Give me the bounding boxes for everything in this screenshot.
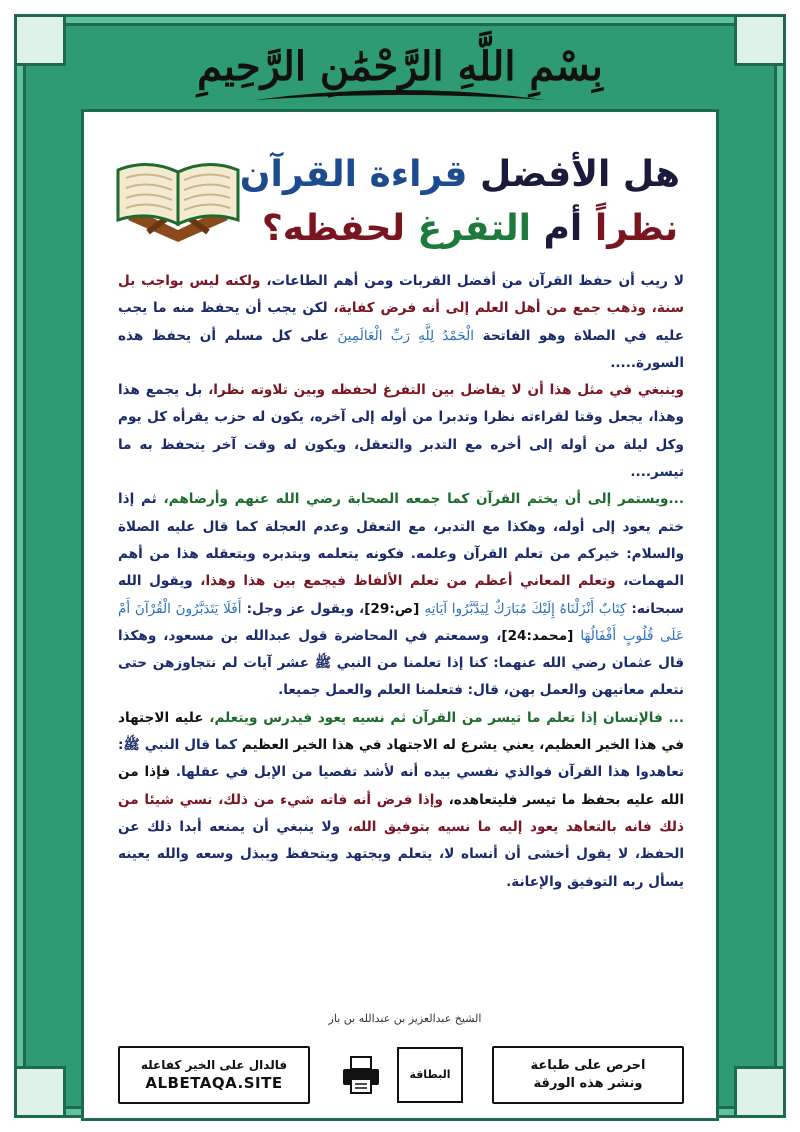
logo-text: البطاقة	[409, 1068, 451, 1081]
paragraph-1	[118, 268, 684, 377]
text-span: وإذا فرض أنه فاته شيء من ذلك، نسي شيئا من ذلك فانه بالتعاهد يعود إليه ما نسيه بتوفيق الله،	[118, 791, 684, 835]
title-part: نظراً	[594, 208, 679, 249]
title-line-2	[260, 202, 680, 256]
text-span: لا ريب أن حفظ القرآن من أفضل القربات ومن أهم الطاعات،	[260, 273, 684, 289]
frame-corner-ornament	[734, 14, 786, 66]
footer-call-line: احرص على طباعة	[530, 1058, 646, 1073]
text-span: ثم إذا ختم يعود إلى أوله، وهكذا مع التدبر، مع التعقل وعدم العجلة كما قال عليه الصلاة والسلام:	[118, 491, 685, 562]
text-span: كما قال النبي ﷺ: تعاهدوا هذا القرآن فوالذي نفسي بيده أنه لأشد تفصيا من الإبل في عقلها.	[118, 737, 685, 781]
quran-verse: أَفَلَا يَتَدَبَّرُونَ الْقُرْآنَ أَمْ عَلَى قُلُوبٍ أَقْفَالُهَا	[118, 600, 685, 644]
footer-logo-group	[326, 1046, 476, 1104]
text-span: ، وسمعتم في المحاضرة قول عبدالله بن مسعود، وهكذا قال عثمان رضي الله عنهما: كنا إذا تعلمنا من النبي ﷺ عشر آيات لم نتجاوزهن حتى نتعلم معانيهن والعمل بهن، قال: فتعلمنا العلم والعمل جميعا.	[118, 627, 684, 699]
calligraphy-swoosh-icon	[250, 86, 550, 110]
text-span: ولا ينبغي أن يمنعه أبدا ذلك عن الحفظ، لا يقول أخشى أن أنساه لا، يتعلم ويجتهد ويتحفظ ويبذل وسعه والله يعينه يسأل ربه التوفيق والإعانة.	[118, 818, 684, 890]
title-part: أم	[543, 208, 583, 249]
text-span: عليه الاجتهاد في هذا الخير العظيم، يعني يشرع له الاجتهاد في هذا الخير العظيم	[118, 709, 685, 754]
paragraph-2	[118, 377, 684, 486]
footer-call-box	[492, 1046, 684, 1104]
text-span: ...ويستمر إلى أن يختم القرآن كما جمعه الصحابة رضي الله عنهم وأرضاهم،	[156, 491, 685, 508]
text-span: لكن يجب أن يحفظ منه ما يجب عليه في الصلاة وهو الفاتحة	[118, 300, 684, 344]
hadith-text: خيركم من تعلم القرآن وعلمه	[415, 545, 620, 562]
paragraph-4	[118, 705, 684, 896]
text-span: وتعلم المعاني أعظم من تعلم الألفاظ فيجمع بين هذا وهذا،	[192, 573, 616, 590]
text-span: بل يجمع هذا وهذا، يجعل وقتا لقراءته نظرا وتدبرا من أوله إلى آخره،	[118, 382, 684, 426]
frame-corner-ornament	[14, 14, 66, 66]
frame-corner-ornament	[14, 1066, 66, 1118]
page-title	[239, 148, 680, 256]
text-span: يكون له حزب يقرأه كل يوم وكل ليلة من أوله إلى أخره مع التدبر والتعقل، ويكون له وقت آخر يتحفظ به ما تيسر....	[118, 409, 684, 481]
footer-motto: فالدال على الخير كفاعله	[140, 1058, 288, 1072]
title-line-1	[239, 148, 680, 202]
text-span: ولكنه ليس بواجب بل سنة، وذهب جمع من أهل العلم إلى أنه فرض كفاية،	[118, 273, 684, 317]
title-part: لحفظه؟	[261, 208, 405, 249]
paragraph-3	[118, 486, 684, 704]
text-span: وينبغي في مثل هذا أن لا يفاضل بين التفرغ لحفظه وبين تلاوته نظرا،	[202, 382, 684, 399]
basmala-text: بِسْمِ اللَّهِ الرَّحْمَٰنِ الرَّحِيمِ	[197, 42, 603, 90]
quran-verse: كِتَابٌ أَنْزَلْنَاهُ إِلَيْكَ مُبَارَكٌ لِيَدَّبَّرُوا آيَاتِهِ	[424, 600, 627, 617]
verse-reference: [محمد:24]	[501, 627, 574, 644]
text-span: على كل مسلم أن يحفظ هذه السورة.....	[118, 327, 684, 371]
frame-corner-ornament	[734, 1066, 786, 1118]
quran-verse: الْحَمْدُ لِلَّهِ رَبِّ الْعَالَمِينَ	[337, 327, 475, 344]
title-part: قراءة القرآن	[239, 154, 468, 195]
open-quran-book-icon	[108, 150, 248, 246]
text-span: . فكونه يتعلمه ويتدبره ويتعقله هذا من أهم المهمات،	[118, 545, 684, 590]
title-part: التفرغ	[417, 208, 531, 249]
footer-bar	[118, 1046, 684, 1104]
footer-site-box	[118, 1046, 310, 1104]
printer-icon	[339, 1053, 383, 1097]
albetaqa-logo	[397, 1047, 463, 1103]
footer-site-link[interactable]: ALBETAQA.SITE	[145, 1074, 283, 1092]
verse-reference: [ص:29]	[364, 600, 420, 617]
text-span: فإذا من الله عليه بحفظ ما تيسر فليتعاهده،	[118, 764, 684, 808]
footer-call-line: ونشر هذه الورقة	[533, 1076, 643, 1091]
text-span: ويقول الله سبحانه:	[118, 573, 685, 617]
text-span: ... فالإنسان إذا تعلم ما تيسر من القرآن ثم نسيه يعود فيدرس ويتعلم،	[203, 709, 684, 726]
text-span: ، ويقول عز وجل:	[241, 600, 365, 617]
article-body	[118, 268, 684, 896]
title-part: هل الأفضل	[480, 154, 680, 195]
author-signature: الشيخ عبدالعزيز بن عبدالله بن باز	[328, 1012, 482, 1025]
